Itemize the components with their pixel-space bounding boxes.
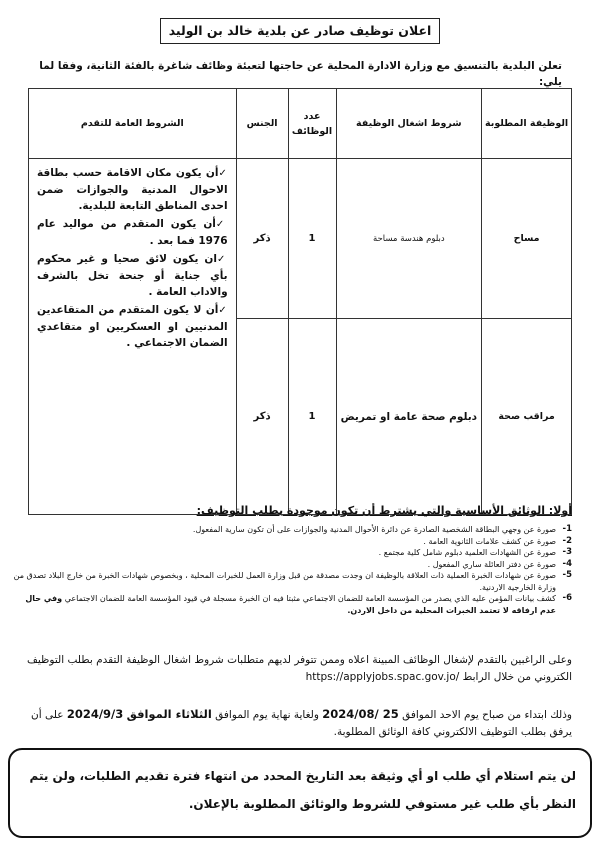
list-item [12,524,572,536]
apply-link[interactable]: https://applyjobs.spac.gov.jo/ [305,671,460,683]
header-job: الوظيفة المطلوبة [482,89,572,159]
end-date: 2024/9/3 [66,707,124,721]
notice-box [8,748,592,838]
header-qualifications: شروط اشغال الوظيفة [336,89,482,159]
table-row [29,159,572,319]
jobs-table [28,88,572,515]
apply-instructions: وعلى الراغبين بالتقدم لإشغال الوظائف المبينة اعلاه وممن تتوفر لديهم متطلبات شروط اشغال الوظيفة التقدم بطلب التوظيف الكتروني من خلال الرابط https://applyjobs.spac.gov.jo/ [27,654,572,683]
job-title: مراقب صحة [482,319,572,515]
header-count: عدد الوظائف [288,89,336,159]
item-number: 3- [562,547,572,557]
item-number: 6- [562,593,572,603]
job-title: مساح [482,159,572,319]
job-qualification: دبلوم هندسة مساحة [336,159,482,319]
intro-text: تعلن البلدية بالتنسيق مع وزارة الادارة المحلية عن حاجتها لتعبئة وظائف شاغرة بالفئة الثانية، وفقا لما يلي: [39,60,562,88]
condition-item: ✓أن يكون المتقدم من مواليد عام 1976 فما بعد . [37,218,228,247]
item-text: صورة عن شهادات الخبرة العملية ذات العلاقة بالوظيفة ان وجدت مصدقة من قبل وزارة العمل للخبرات المحلية ، وبخصوص شهادات الخبرة من خارج البلاد تصدق من وزارة الخارجية الاردنية. [13,571,556,592]
job-gender: ذكر [236,159,288,319]
notice-text: لن يتم استلام أي طلب او أي وثيقة بعد التاريخ المحدد من انتهاء فترة تقديم الطلبات، ولن يتم النظر بأي طلب غير مستوفي للشروط والوثائق المطلوبة بالإعلان. [29,769,576,811]
item-number: 1- [562,524,572,534]
documents-list [12,524,572,616]
item-number: 5- [562,570,572,580]
header-general-conditions: الشروط العامة للتقدم [29,89,237,159]
application-dates: وذلك ابتداء من صباح يوم الاحد الموافق 25 /2024/08 ولغاية نهاية يوم الموافق الثلاثاء الموافق 2024/9/3 على أن يرفق بطلب التوظيف الالكتروني كافة الوثائق المطلوبة. [31,707,572,738]
list-item [12,547,572,559]
list-item [12,570,572,593]
table-header-row [29,89,572,159]
job-count: 1 [288,159,336,319]
documents-note: وفي حال عدم ارفاقه لا تعتمد الخبرات المحلية من داخل الاردن. [25,594,556,615]
item-number: 2- [562,535,572,546]
job-count: 1 [288,319,336,515]
start-date: 25 /2024/08 [322,707,399,721]
list-item [12,559,572,571]
item-text: صورة عن دفتر العائلة ساري المفعول . [427,559,556,569]
list-item [12,536,572,548]
announcement-title: اعلان توظيف صادر عن بلدية خالد بن الوليد [160,18,440,44]
end-day: الثلاثاء الموافق [126,707,212,721]
header-gender: الجنس [236,89,288,159]
documents-title: أولا: الوثائق الأساسية والتي يشترط أن تكون موجودة بطلب التوظيف: [196,504,572,517]
item-text: صورة عن وجهي البطاقة الشخصية الصادرة عن دائرة الأحوال المدنية والجوازات على أن تكون سارية المفعول. [192,525,556,534]
job-gender: ذكر [236,319,288,515]
job-qualification: دبلوم صحة عامة او تمريض [336,319,482,515]
general-conditions-cell [29,159,237,515]
item-number: 4- [562,558,572,569]
item-text: صورة عن الشهادات العلمية دبلوم شامل كلية مجتمع . [378,548,556,557]
condition-item: ✓أن يكون مكان الاقامة حسب بطاقة الاحوال المدنية والجوازات ضمن احدى المناطق التابعة للبلدية. [37,167,228,212]
condition-item: ✓ان يكون لائق صحيا و غير محكوم بأي جناية أو جنحة تخل بالشرف والاداب العامة . [37,253,228,298]
item-text: صورة عن كشف علامات الثانوية العامة . [423,536,556,546]
item-text: كشف بيانات المؤمن عليه الذي يصدر من المؤسسة العامة للضمان الاجتماعي مثبتا فيه ان الخبرة مسجلة في قيود المؤسسة العامة للضمان الاجتماعي وفي حال عدم ارفاقه لا تعتمد الخبرات المحلية من داخل الاردن. [25,594,556,615]
condition-item: ✓أن لا يكون المتقدم من المتقاعدين المدنيين او العسكريين او متقاعدي الضمان الاجتماعي . [37,304,228,349]
list-item [12,593,572,616]
